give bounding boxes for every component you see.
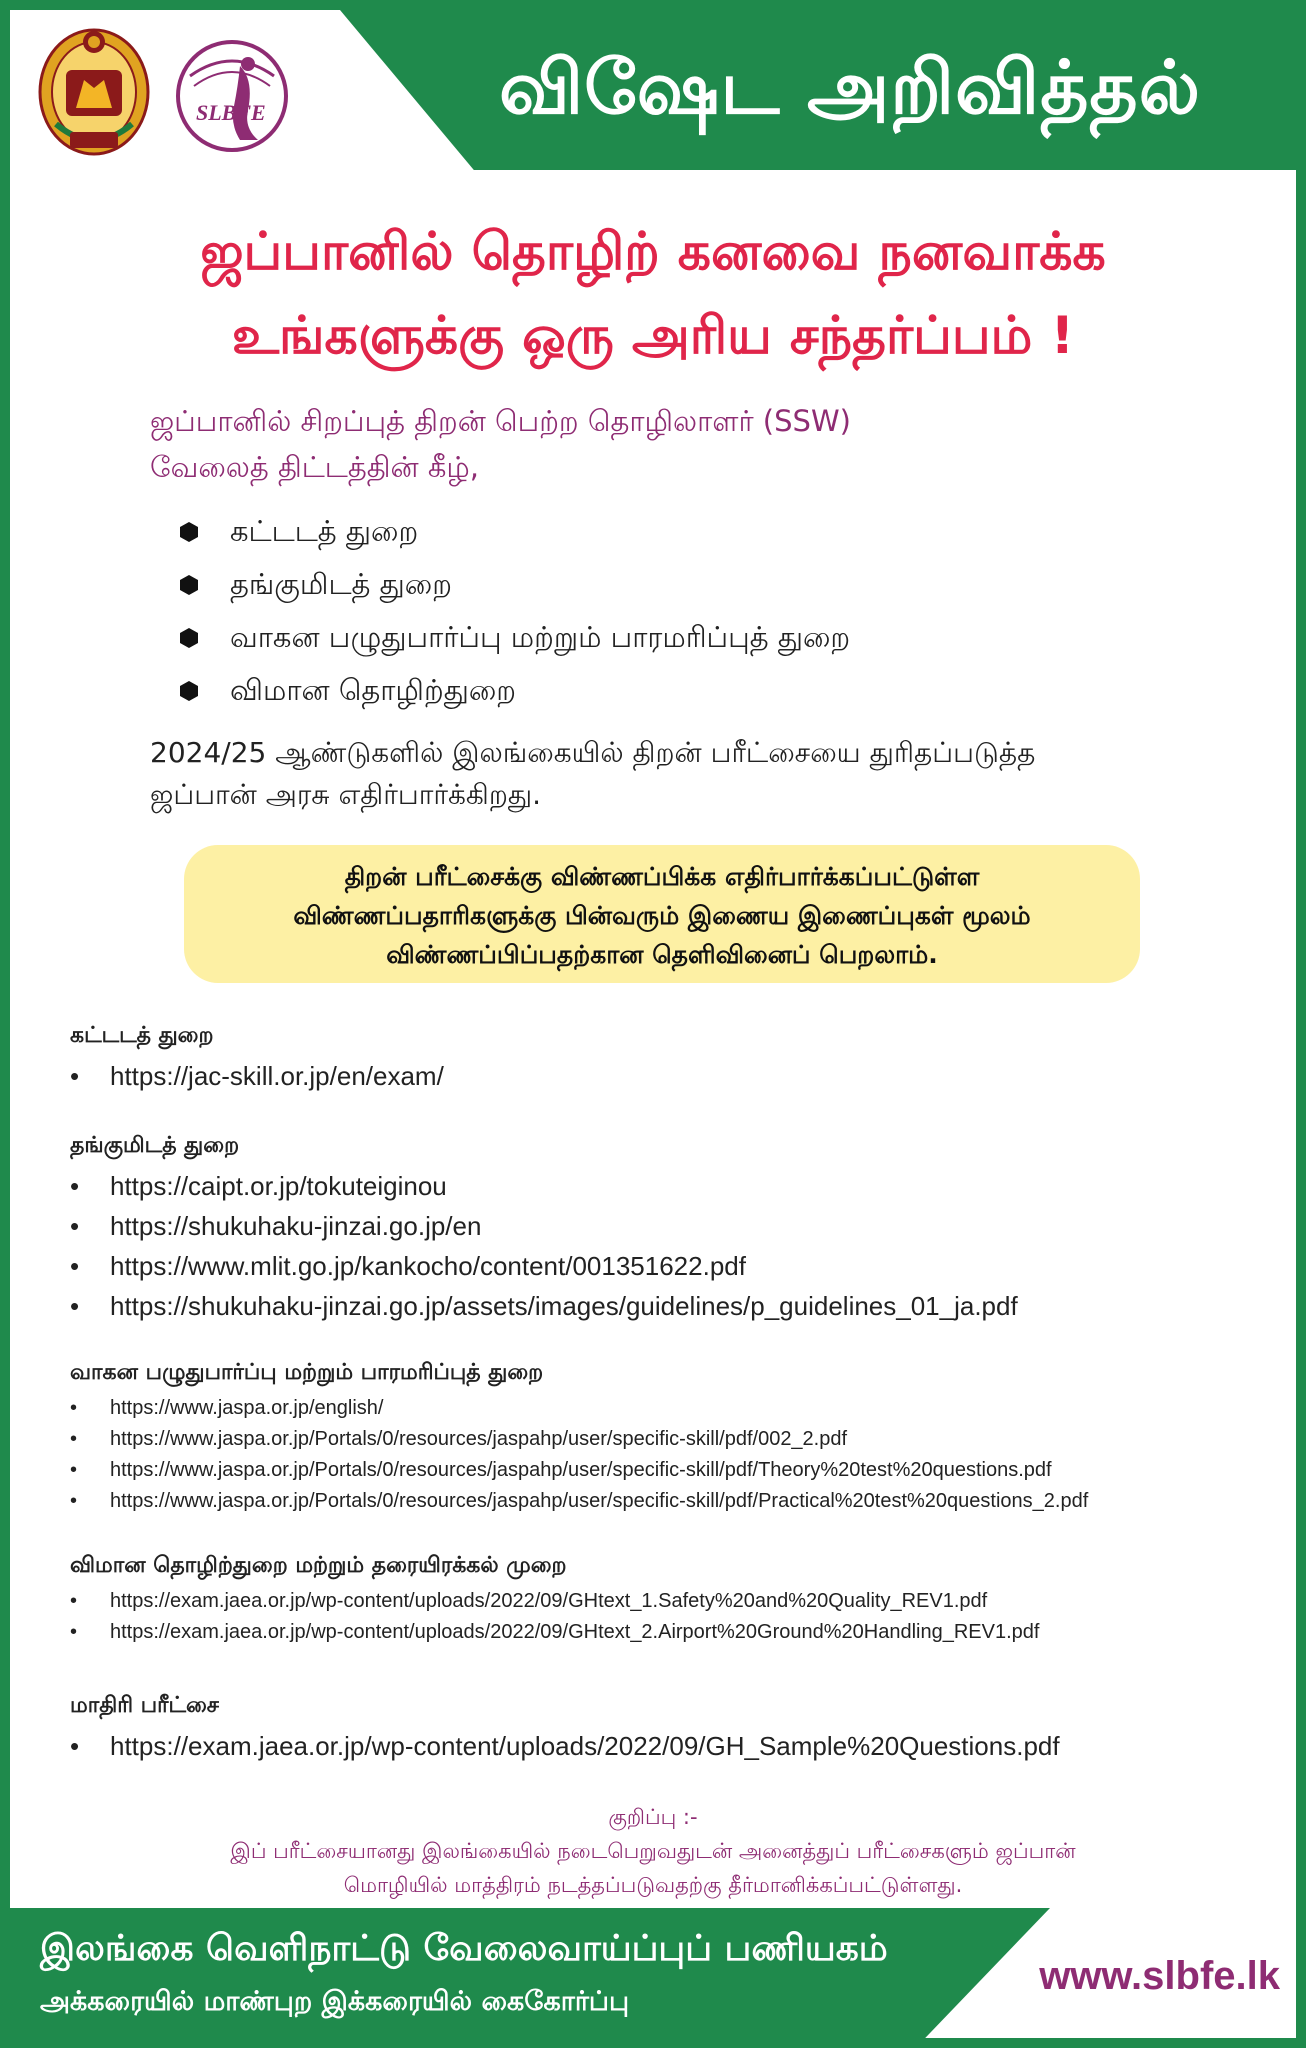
intro-line-1: ஜப்பானில் சிறப்புத் திறன் பெற்ற தொழிலாளர் (SSW) bbox=[150, 404, 851, 438]
link-item[interactable]: • https://exam.jaea.or.jp/wp-content/uploads/2022/09/GHtext_1.Safety%20and%20Quality_REV1.pdf bbox=[70, 1586, 1270, 1617]
section-heading: விமான தொழிற்துறை மற்றும் தரையிரக்கல் முறை bbox=[70, 1553, 567, 1578]
link-item[interactable]: • https://www.jaspa.or.jp/Portals/0/resources/jaspahp/user/specific-skill/pdf/Theory%20test%20questions.pdf bbox=[70, 1455, 1270, 1486]
section-sample-exam bbox=[70, 1690, 1270, 1766]
slbfe-logo bbox=[170, 36, 294, 156]
link-list bbox=[70, 1056, 1270, 1096]
link-item[interactable]: • https://www.jaspa.or.jp/Portals/0/resources/jaspahp/user/specific-skill/pdf/002_2.pdf bbox=[70, 1424, 1270, 1455]
notice-box: திறன் பரீட்சைக்கு விண்ணப்பிக்க எதிர்பார்க்கப்பட்டுள்ள விண்ணப்பதாரிகளுக்கு பின்வரும் இணைய இணைப்புகள் மூலம் விண்ணப்பிப்பதற்கான தெளிவினைப் பெறலாம். bbox=[184, 845, 1140, 983]
link-item[interactable]: • https://shukuhaku-jinzai.go.jp/assets/images/guidelines/p_guidelines_01_ja.pdf bbox=[70, 1286, 1270, 1326]
link-item[interactable]: • https://jac-skill.or.jp/en/exam/ bbox=[70, 1056, 1270, 1096]
section-construction bbox=[70, 1020, 1270, 1096]
section-accommodation bbox=[70, 1130, 1270, 1326]
section-aviation bbox=[70, 1550, 1270, 1648]
link-item[interactable]: • https://exam.jaea.or.jp/wp-content/uploads/2022/09/GH_Sample%20Questions.pdf bbox=[70, 1726, 1270, 1766]
sri-lanka-emblem-icon bbox=[36, 24, 152, 164]
footer bbox=[10, 1908, 1296, 2038]
sector-item: தங்குமிடத் துறை bbox=[180, 561, 1080, 614]
website-link[interactable]: www.slbfe.lk bbox=[1039, 1954, 1280, 1998]
section-heading: கட்டடத் துறை bbox=[70, 1023, 214, 1048]
headline bbox=[40, 210, 1266, 378]
link-item[interactable]: • https://www.jaspa.or.jp/Portals/0/resources/jaspahp/user/specific-skill/pdf/Practical%20test%20questions_2.pdf bbox=[70, 1486, 1270, 1517]
link-list bbox=[70, 1726, 1270, 1766]
section-heading: தங்குமிடத் துறை bbox=[70, 1133, 240, 1158]
section-automobile bbox=[70, 1357, 1270, 1517]
link-list bbox=[70, 1166, 1270, 1326]
section-heading: வாகன பழுதுபார்ப்பு மற்றும் பாரமரிப்புத் துறை bbox=[70, 1360, 544, 1385]
hexagon-bullet-icon bbox=[180, 575, 198, 595]
header bbox=[10, 10, 1296, 170]
intro-line-2: வேலைத் திட்டத்தின் கீழ், bbox=[150, 450, 479, 484]
hexagon-bullet-icon bbox=[180, 522, 198, 542]
link-item[interactable]: • https://www.jaspa.or.jp/english/ bbox=[70, 1393, 1270, 1424]
sector-item: வாகன பழுதுபார்ப்பு மற்றும் பாரமரிப்புத் துறை bbox=[180, 614, 1080, 667]
footer-org-name: இலங்கை வெளிநாட்டு வேலைவாய்ப்புப் பணியகம் bbox=[40, 1928, 888, 1969]
year-text: 2024/25 ஆண்டுகளில் இலங்கையில் திறன் பரீட்சையை துரிதப்படுத்த ஜப்பான் அரசு எதிர்பார்க்கிறது. bbox=[150, 736, 1036, 811]
slbfe-logo-icon bbox=[170, 36, 294, 156]
header-title: விஷேட அறிவித்தல் bbox=[498, 45, 1202, 131]
link-list bbox=[70, 1393, 1270, 1517]
sector-list bbox=[180, 508, 1080, 720]
sector-item: விமான தொழிற்துறை bbox=[180, 667, 1080, 720]
intro-text bbox=[150, 398, 1050, 490]
headline-line-1: ஜப்பானில் தொழிற் கனவை நனவாக்க bbox=[200, 222, 1106, 282]
hexagon-bullet-icon bbox=[180, 628, 198, 648]
link-item[interactable]: • https://shukuhaku-jinzai.go.jp/en bbox=[70, 1206, 1270, 1246]
link-item[interactable]: • https://www.mlit.go.jp/kankocho/content/001351622.pdf bbox=[70, 1246, 1270, 1286]
note: குறிப்பு :- இப் பரீட்சையானது இலங்கையில் நடைபெறுவதுடன் அனைத்துப் பரீட்சைகளும் ஜப்பான் மொழியில் மாத்திரம் நடத்தப்படுவதற்கு தீர்மானிக்கப்பட்டுள்ளது. bbox=[100, 1800, 1206, 1902]
hexagon-bullet-icon bbox=[180, 681, 198, 701]
link-item[interactable]: • https://caipt.or.jp/tokuteiginou bbox=[70, 1166, 1270, 1206]
sector-item: கட்டடத் துறை bbox=[180, 508, 1080, 561]
link-list bbox=[70, 1586, 1270, 1648]
footer-tagline: அக்கரையில் மாண்புற இக்கரையில் கைகோர்ப்பு bbox=[40, 1986, 630, 2017]
section-heading: மாதிரி பரீட்சை bbox=[70, 1693, 219, 1718]
slbfe-logo-text: SLBFE bbox=[196, 100, 266, 125]
note-label: குறிப்பு :- bbox=[608, 1805, 698, 1829]
link-item[interactable]: • https://exam.jaea.or.jp/wp-content/uploads/2022/09/GHtext_2.Airport%20Ground%20Handling_REV1.pdf bbox=[70, 1617, 1270, 1648]
headline-line-2: உங்களுக்கு ஒரு அரிய சந்தர்ப்பம் ! bbox=[231, 306, 1075, 366]
